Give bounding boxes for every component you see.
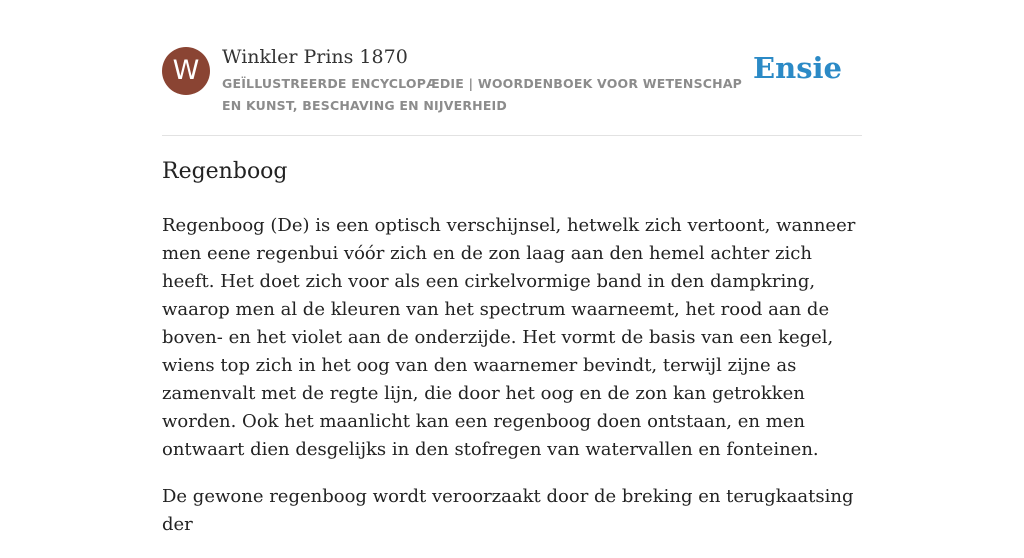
source-avatar[interactable]: W: [162, 47, 210, 95]
article-paragraph-2: De gewone regenboog wordt veroorzaakt door de breking en terugkaatsing der: [162, 486, 854, 535]
ensie-logo-link[interactable]: Ensie: [753, 51, 842, 85]
article-body: [162, 212, 866, 558]
header-divider: [162, 135, 862, 136]
source-header: [162, 44, 862, 136]
source-title[interactable]: Winkler Prins 1870: [222, 46, 408, 68]
article-title: Regenboog: [162, 159, 288, 184]
source-subtitle: GEÏLLUSTREERDE ENCYCLOPÆDIE | WOORDENBOEK VOOR WETENSCHAP EN KUNST, BESCHAVING EN NIJVERHEID: [222, 76, 743, 113]
article-paragraph-1: Regenboog (De) is een optisch verschijnsel, hetwelk zich vertoont, wanneer men eene regenbui vóór zich en de zon laag aan den hemel achter zich heeft. Het doet zich voor als een cirkelvormige band in den dampkring, waarop men al de kleuren van het spectrum waarneemt, het rood aan de boven- en het violet aan de onderzijde. Het vormt de basis van een kegel, wiens top zich in het oog van den waarnemer bevindt, terwijl zijne as zamenvalt met de regte lijn, die door het oog en de zon kan getrokken worden. Ook het maanlicht kan een regenboog doen ontstaan, en men ontwaart dien desgelijks in den stofregen van watervallen en fonteinen.: [162, 215, 856, 460]
